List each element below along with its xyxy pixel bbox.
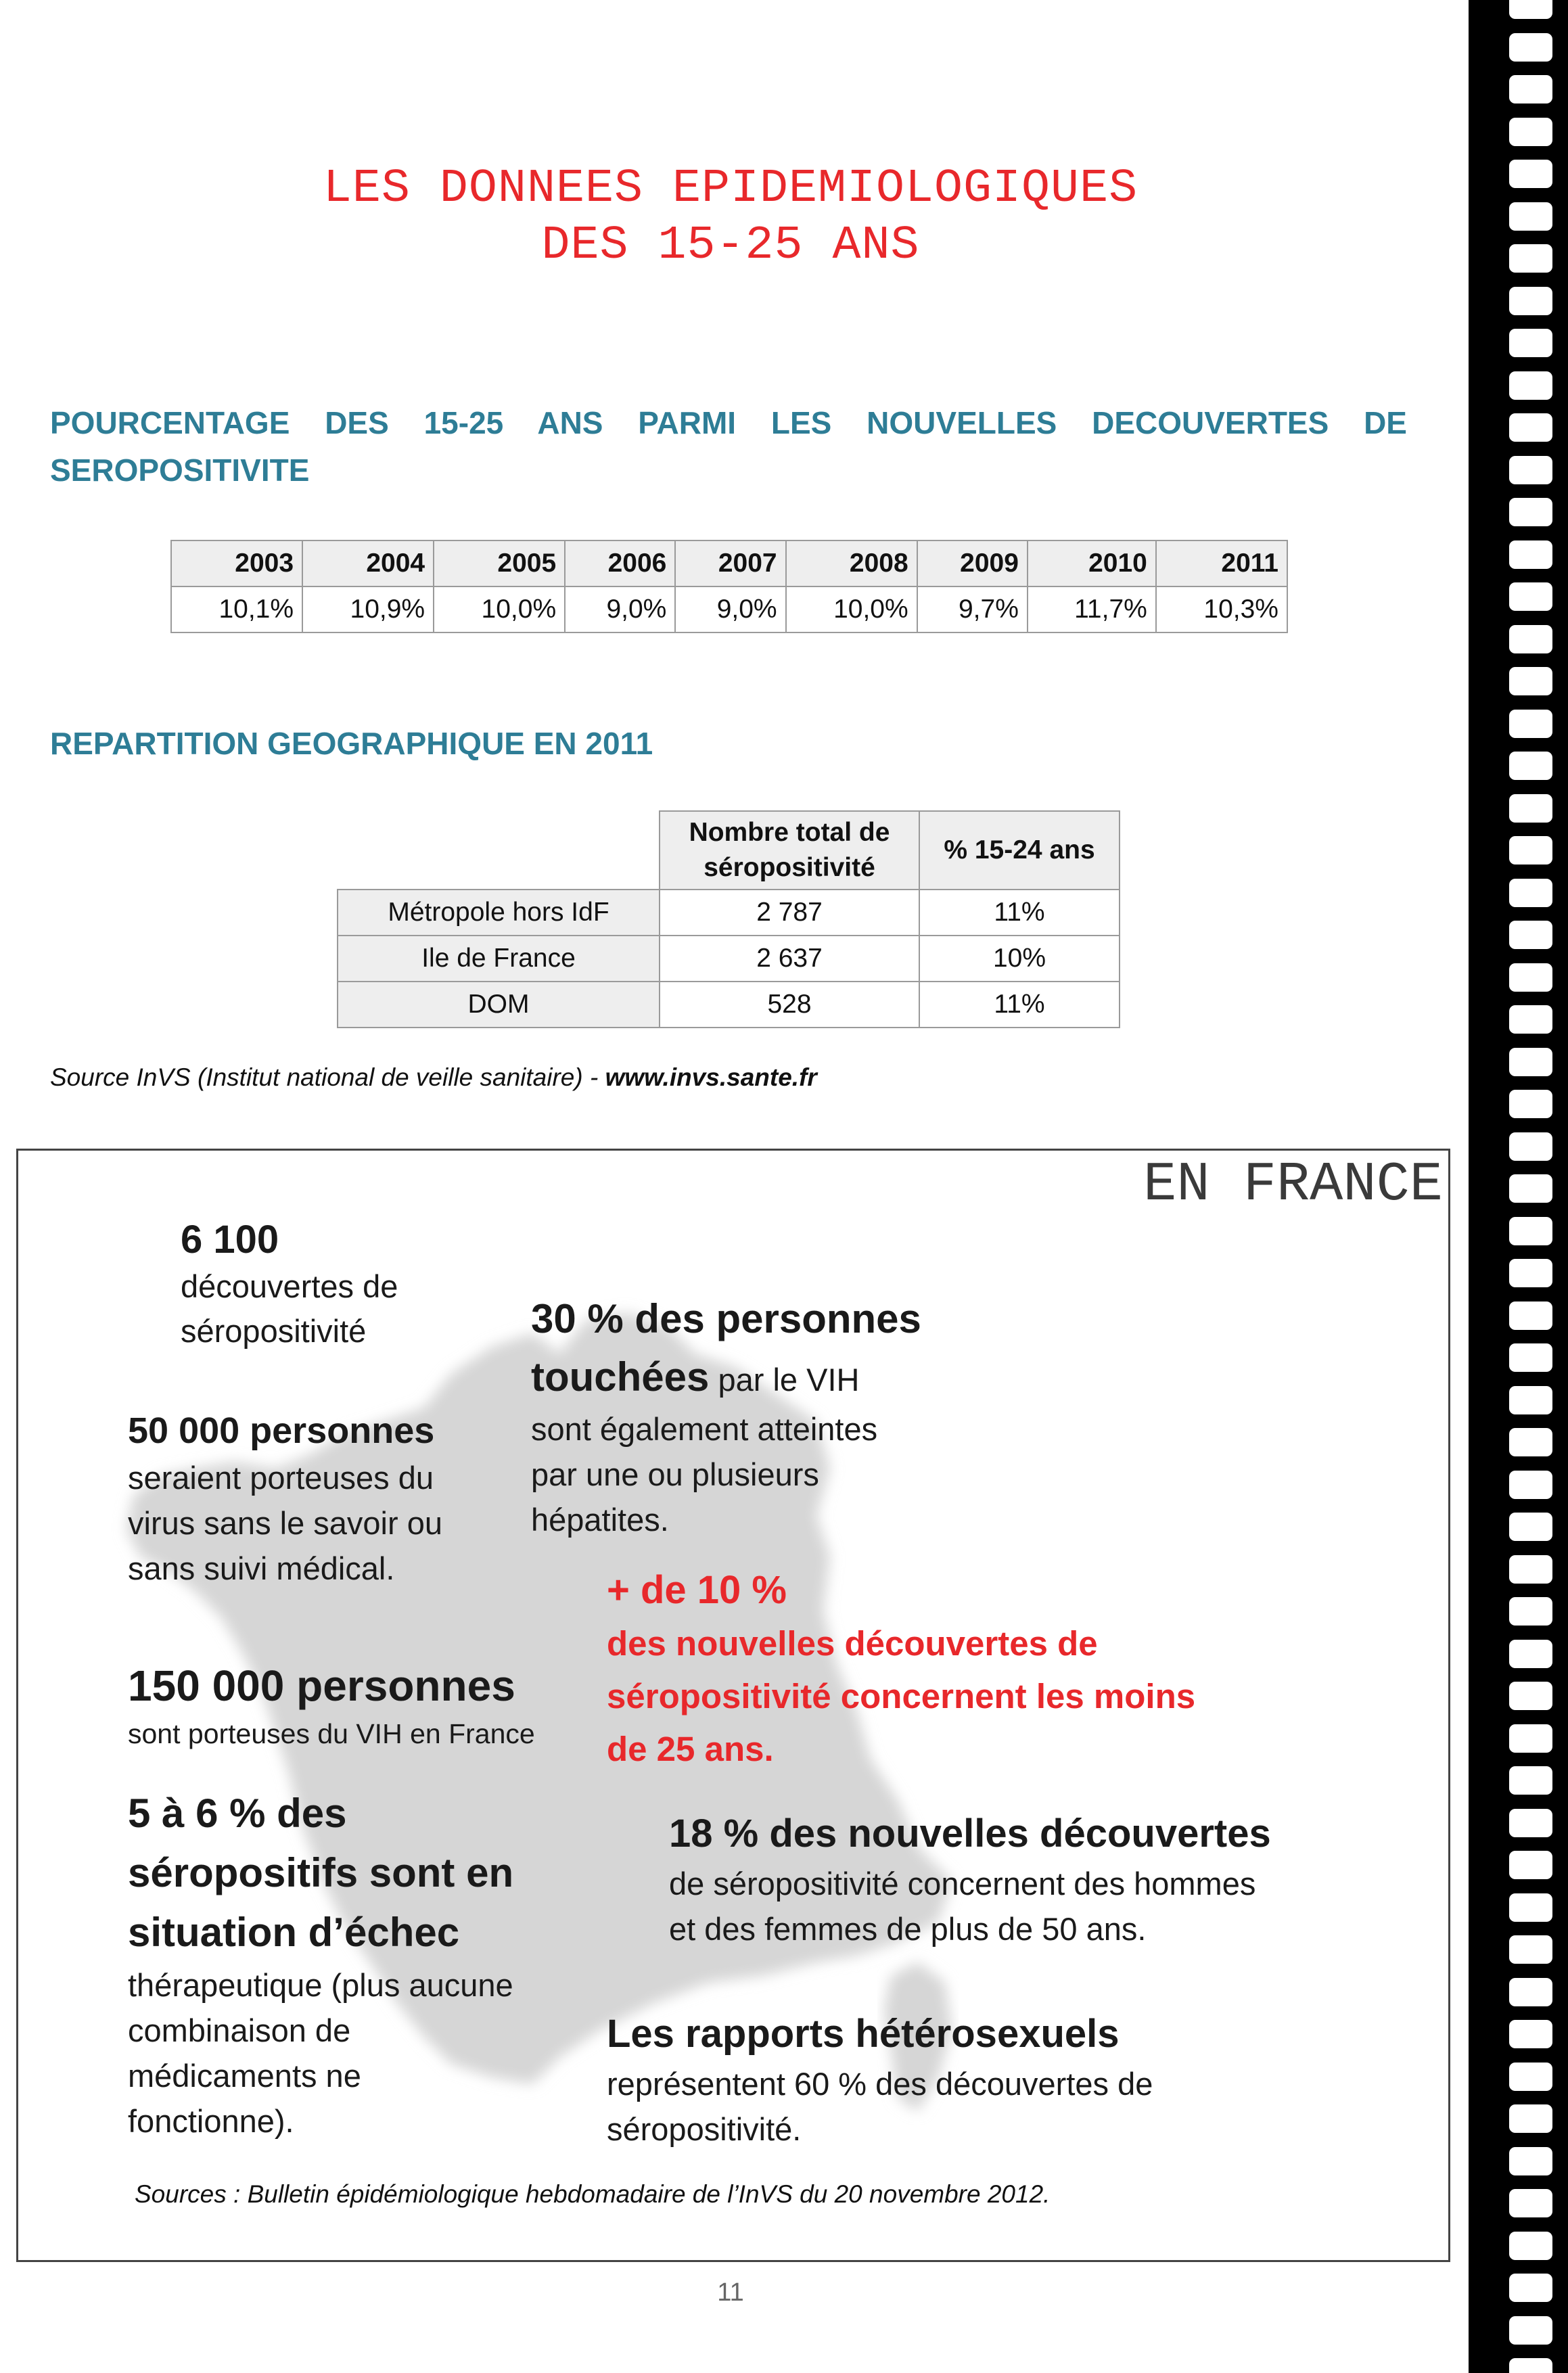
film-perforation (1509, 1597, 1552, 1626)
fact-carriers-text: sont porteuses du VIH en France (128, 1718, 535, 1749)
percent-cell: 11% (919, 982, 1120, 1028)
fact-young-figure: + de 10 % (607, 1568, 787, 1612)
film-perforation (1509, 1851, 1552, 1879)
fact-unaware (128, 1406, 507, 1591)
section-heading-percentage: POURCENTAGE DES 15-25 ANS PARMI LES NOUVELLES DECOUVERTES DE SEROPOSITIVITE (50, 405, 1407, 488)
source-text: Source InVS (Institut national de veille sanitaire) - (50, 1063, 605, 1091)
film-perforation (1509, 1513, 1552, 1541)
table-row (338, 890, 1120, 936)
film-perforation (1509, 1259, 1552, 1287)
page-title (47, 161, 1414, 275)
film-perforation (1509, 0, 1552, 19)
fact-discoveries-text (181, 1264, 505, 1354)
film-perforation (1509, 202, 1552, 231)
film-perforation (1509, 540, 1552, 569)
film-perforation (1509, 2104, 1552, 2133)
table-header-row (171, 540, 1287, 586)
table-header-row (338, 811, 1120, 890)
fact-heterosexual-figure: Les rapports hétérosexuels (607, 2012, 1120, 2056)
film-perforation (1509, 413, 1552, 442)
fact-line: combinaison de (128, 2012, 351, 2048)
fact-treatment-failure-figure (128, 1784, 588, 1962)
en-france-panel (16, 1149, 1450, 2262)
table-row (338, 982, 1120, 1028)
film-perforation (1509, 667, 1552, 695)
fact-young-text (607, 1617, 1283, 1776)
film-perforation (1509, 244, 1552, 273)
film-perforation (1509, 921, 1552, 949)
filmstrip-border (1469, 0, 1568, 2373)
film-perforation (1509, 1471, 1552, 1499)
fact-hepatitis (531, 1290, 1005, 1542)
fact-discoveries (181, 1216, 505, 1354)
fact-hepatitis-bold: touchées (531, 1354, 710, 1400)
film-perforation (1509, 287, 1552, 315)
film-perforation (1509, 879, 1552, 907)
total-cell: 2 787 (660, 890, 919, 936)
film-perforation (1509, 1343, 1552, 1372)
column-header-total (660, 811, 919, 890)
film-perforation (1509, 456, 1552, 484)
film-perforation (1509, 1978, 1552, 2006)
row-label: DOM (338, 982, 660, 1028)
total-cell: 528 (660, 982, 919, 1028)
film-perforation (1509, 498, 1552, 526)
fact-heterosexual-text (607, 2061, 1283, 2152)
film-perforation (1509, 836, 1552, 865)
empty-cell (338, 811, 660, 890)
film-perforation (1509, 752, 1552, 780)
fact-line: séropositivité. (607, 2111, 802, 2147)
film-perforation (1509, 710, 1552, 738)
film-perforation (1509, 118, 1552, 146)
fact-line: séropositivité (181, 1313, 367, 1349)
fact-line: situation d’échec (128, 1910, 460, 1955)
film-perforation (1509, 1682, 1552, 1710)
column-header-total-line2: séropositivité (704, 853, 875, 882)
year-cell: 2007 (675, 540, 785, 586)
fact-line: médicaments ne (128, 2058, 361, 2094)
fact-unaware-figure: 50 000 personnes (128, 1410, 435, 1451)
fact-hepatitis-figure: 30 % des personnes (531, 1296, 921, 1341)
fact-line: et des femmes de plus de 50 ans. (669, 1911, 1147, 1947)
section-heading-geography: REPARTITION GEOGRAPHIQUE EN 2011 (50, 726, 653, 761)
year-cell: 2009 (917, 540, 1028, 586)
film-perforation (1509, 582, 1552, 611)
fact-treatment-failure (128, 1784, 588, 2144)
film-perforation (1509, 2020, 1552, 2048)
film-perforation (1509, 1301, 1552, 1330)
fact-treatment-failure-text (128, 1962, 588, 2144)
fact-over-50 (669, 1807, 1373, 1952)
year-cell: 2008 (786, 540, 917, 586)
film-perforation (1509, 1893, 1552, 1922)
column-header-percent: % 15-24 ans (919, 811, 1120, 890)
fact-line: découvertes de (181, 1268, 398, 1304)
fact-line: 5 à 6 % des (128, 1791, 347, 1836)
total-cell: 2 637 (660, 936, 919, 982)
row-label: Ile de France (338, 936, 660, 982)
film-perforation (1509, 1809, 1552, 1837)
film-perforation (1509, 75, 1552, 103)
value-cell: 10,9% (302, 586, 434, 632)
film-perforation (1509, 963, 1552, 992)
film-perforation (1509, 33, 1552, 62)
fact-discoveries-figure: 6 100 (181, 1218, 279, 1262)
fact-hepatitis-rest: par le VIH (709, 1362, 860, 1398)
fact-line: virus sans le savoir ou (128, 1505, 442, 1541)
row-label: Métropole hors IdF (338, 890, 660, 936)
value-cell: 9,0% (565, 586, 675, 632)
panel-source-note: Sources : Bulletin épidémiologique hebdomadaire de l’InVS du 20 novembre 2012. (135, 2180, 1051, 2208)
fact-line: hépatites. (531, 1502, 669, 1538)
film-perforation (1509, 160, 1552, 188)
film-perforation (1509, 329, 1552, 357)
film-perforation (1509, 2063, 1552, 2091)
year-cell: 2004 (302, 540, 434, 586)
film-perforation (1509, 1090, 1552, 1118)
film-perforation (1509, 1555, 1552, 1584)
page-number: 11 (717, 2278, 744, 2307)
film-perforation (1509, 371, 1552, 400)
year-cell: 2006 (565, 540, 675, 586)
film-perforation (1509, 1174, 1552, 1203)
fact-carriers (128, 1657, 655, 1753)
film-perforation (1509, 625, 1552, 653)
geography-table (337, 810, 1120, 1028)
fact-hepatitis-text (531, 1406, 1005, 1542)
value-cell: 9,0% (675, 586, 785, 632)
year-cell: 2003 (171, 540, 302, 586)
page-title-line2: DES 15-25 ANS (541, 219, 920, 273)
fact-line: sans suivi médical. (128, 1550, 395, 1586)
value-cell: 10,3% (1156, 586, 1287, 632)
year-cell: 2011 (1156, 540, 1287, 586)
fact-line: par une ou plusieurs (531, 1456, 819, 1492)
film-perforation (1509, 2189, 1552, 2217)
fact-line: thérapeutique (plus aucune (128, 1967, 513, 2003)
value-cell: 11,7% (1028, 586, 1156, 632)
column-header-total-line1: Nombre total de (689, 818, 890, 847)
film-perforation (1509, 1005, 1552, 1034)
film-perforation (1509, 1217, 1552, 1245)
fact-line: fonctionne). (128, 2103, 294, 2139)
percentage-table (170, 540, 1288, 633)
table-row (171, 586, 1287, 632)
film-perforation (1509, 2358, 1552, 2373)
film-perforation (1509, 1935, 1552, 1964)
fact-line: séropositifs sont en (128, 1850, 514, 1895)
fact-over-50-figure: 18 % des nouvelles découvertes (669, 1812, 1271, 1856)
percent-cell: 10% (919, 936, 1120, 982)
table-row (338, 936, 1120, 982)
film-perforation (1509, 1766, 1552, 1795)
percent-cell: 11% (919, 890, 1120, 936)
value-cell: 9,7% (917, 586, 1028, 632)
film-perforation (1509, 794, 1552, 823)
fact-over-50-text (669, 1861, 1373, 1952)
film-perforation (1509, 2147, 1552, 2175)
fact-line: de 25 ans. (607, 1730, 774, 1768)
film-perforation (1509, 1428, 1552, 1456)
film-perforation (1509, 1132, 1552, 1161)
source-url: www.invs.sante.fr (605, 1063, 817, 1091)
film-perforation (1509, 2232, 1552, 2260)
year-cell: 2005 (434, 540, 565, 586)
fact-unaware-text (128, 1455, 507, 1591)
value-cell: 10,1% (171, 586, 302, 632)
page-title-line1: LES DONNEES EPIDEMIOLOGIQUES (323, 162, 1138, 216)
film-perforation (1509, 1640, 1552, 1668)
fact-line: sont également atteintes (531, 1411, 878, 1447)
value-cell: 10,0% (786, 586, 917, 632)
fact-line: des nouvelles découvertes de (607, 1624, 1098, 1663)
source-note (50, 1063, 817, 1092)
film-perforation (1509, 2274, 1552, 2302)
fact-line: seraient porteuses du (128, 1460, 434, 1496)
year-cell: 2010 (1028, 540, 1156, 586)
fact-line: représentent 60 % des découvertes de (607, 2066, 1153, 2102)
film-perforation (1509, 2316, 1552, 2345)
fact-line: de séropositivité concernent des hommes (669, 1866, 1256, 1902)
film-perforation (1509, 1048, 1552, 1076)
en-france-label: EN FRANCE (1143, 1153, 1443, 1216)
film-perforation (1509, 1386, 1552, 1414)
fact-hepatitis-line2 (531, 1348, 1005, 1406)
fact-heterosexual (607, 2007, 1283, 2152)
film-perforation (1509, 1724, 1552, 1753)
fact-carriers-figure: 150 000 personnes (128, 1661, 515, 1710)
value-cell: 10,0% (434, 586, 565, 632)
fact-line: séropositivité concernent les moins (607, 1677, 1196, 1715)
fact-young (607, 1563, 1283, 1776)
